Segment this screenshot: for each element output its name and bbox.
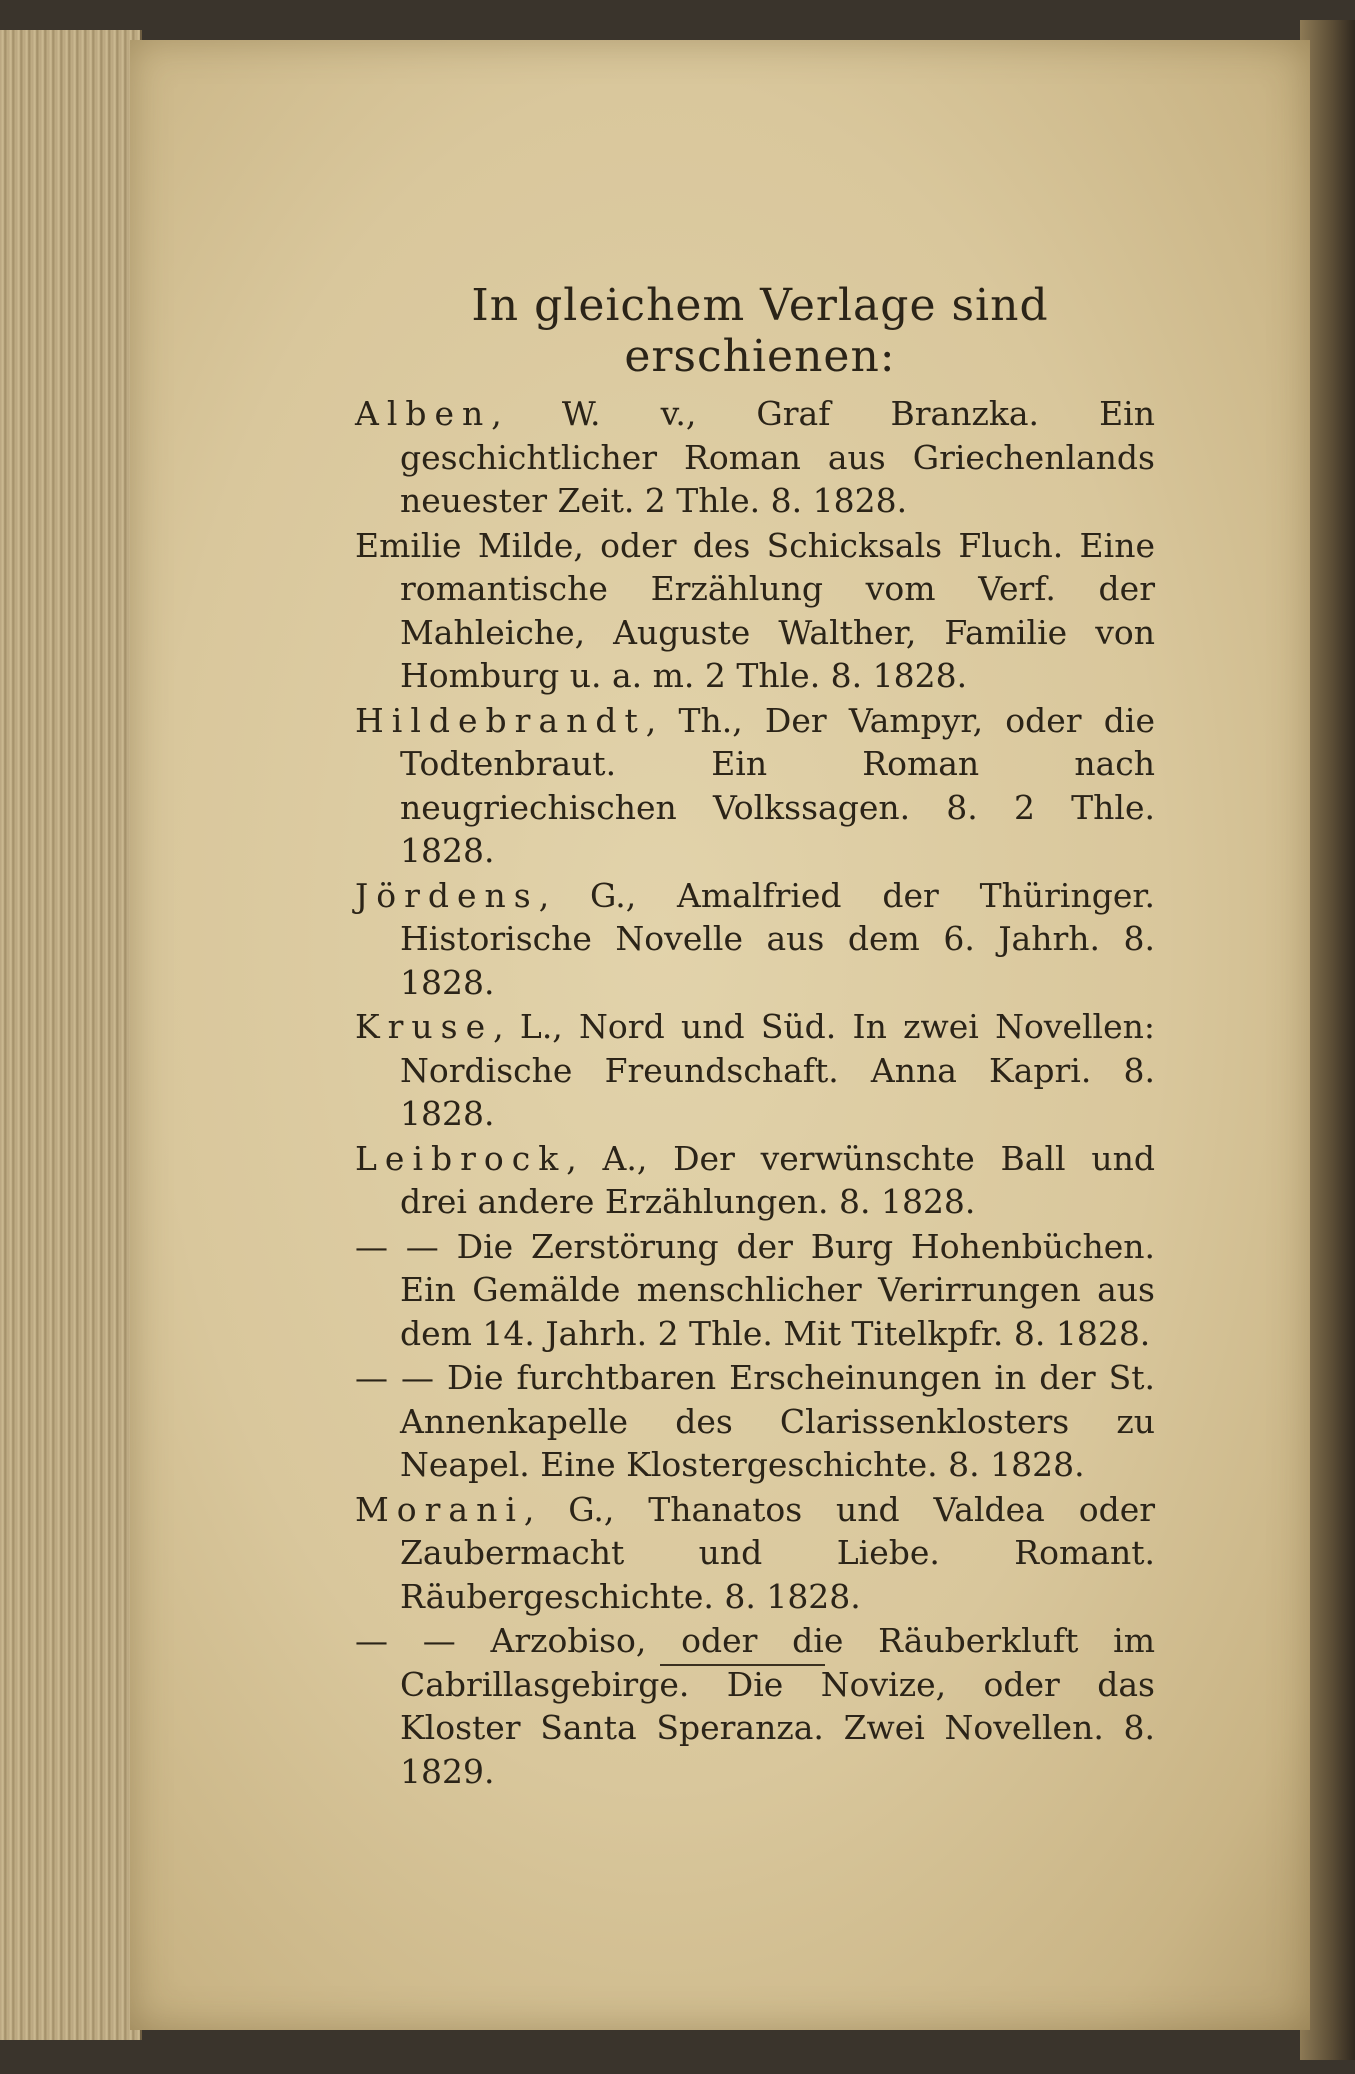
entry-text: Emilie Milde, oder des Schicksals Fluch. Eine romantische Erzählung vom Verf. der Mahleiche, Auguste Walther, Familie von Homburg u. a. m. 2 Thle. 8. 1828. xyxy=(355,525,1155,695)
divider-rule xyxy=(660,1664,825,1666)
entry-text: Arzobiso, oder die Räuberkluft im Cabrillasgebirge. Die Novize, oder das Kloster Santa Speranza. Zwei Novellen. 8. 1829. xyxy=(400,1621,1155,1791)
list-item xyxy=(355,1137,1155,1224)
entry-author: Alben xyxy=(355,394,492,433)
entry-text: Die furchtbaren Erscheinungen in der St. Annenkapelle des Clarissenklosters zu Neapel. Eine Klostergeschichte. 8. 1828. xyxy=(400,1358,1155,1484)
list-item xyxy=(355,524,1155,698)
list-item xyxy=(355,392,1155,523)
list-item xyxy=(355,1488,1155,1619)
entry-author: Leibrock xyxy=(355,1138,567,1178)
entry-text: , Th., Der Vampyr, oder die Todtenbraut. Ein Roman nach neugriechischen Volkssagen. 8. 2 Thle. 1828. xyxy=(400,700,1155,870)
entry-author: — — xyxy=(355,1621,456,1660)
entry-text: Die Zerstörung der Burg Hohenbüchen. Ein Gemälde menschlicher Verirrungen aus dem 14. Jahrh. 2 Thle. Mit Titelkpfr. 8. 1828. xyxy=(400,1226,1155,1353)
entry-author: — — xyxy=(355,1358,434,1397)
entry-author: Jördens xyxy=(355,875,539,915)
page-content xyxy=(355,280,1155,1794)
entry-text: , W. v., Graf Branzka. Ein geschichtlicher Roman aus Griechenlands neuester Zeit. 2 Thle. 8. 1828. xyxy=(400,394,1155,520)
entry-text: , L., Nord und Süd. In zwei Novellen: Nordische Freundschaft. Anna Kapri. 8. 1828. xyxy=(400,1007,1155,1133)
entry-text: , G., Thanatos und Valdea oder Zaubermacht und Liebe. Romant. Räubergeschichte. 8. 1828. xyxy=(400,1489,1155,1616)
list-item xyxy=(355,1619,1155,1793)
list-item xyxy=(355,874,1155,1005)
entry-author: Morani xyxy=(355,1489,524,1529)
entry-text: , A., Der verwünschte Ball und drei andere Erzählungen. 8. 1828. xyxy=(400,1138,1155,1221)
list-item xyxy=(355,1225,1155,1356)
entry-author: Kruse xyxy=(355,1007,494,1046)
page-edges xyxy=(0,30,142,2040)
list-item xyxy=(355,1356,1155,1487)
list-item xyxy=(355,1005,1155,1136)
entry-author: Hildebrandt xyxy=(355,700,646,740)
page-title: In gleichem Verlage sind erschienen: xyxy=(471,280,1049,382)
list-item xyxy=(355,699,1155,873)
entry-text: , G., Amalfried der Thüringer. Historische Novelle aus dem 6. Jahrh. 8. 1828. xyxy=(400,875,1155,1002)
entry-author: — — xyxy=(355,1226,439,1266)
